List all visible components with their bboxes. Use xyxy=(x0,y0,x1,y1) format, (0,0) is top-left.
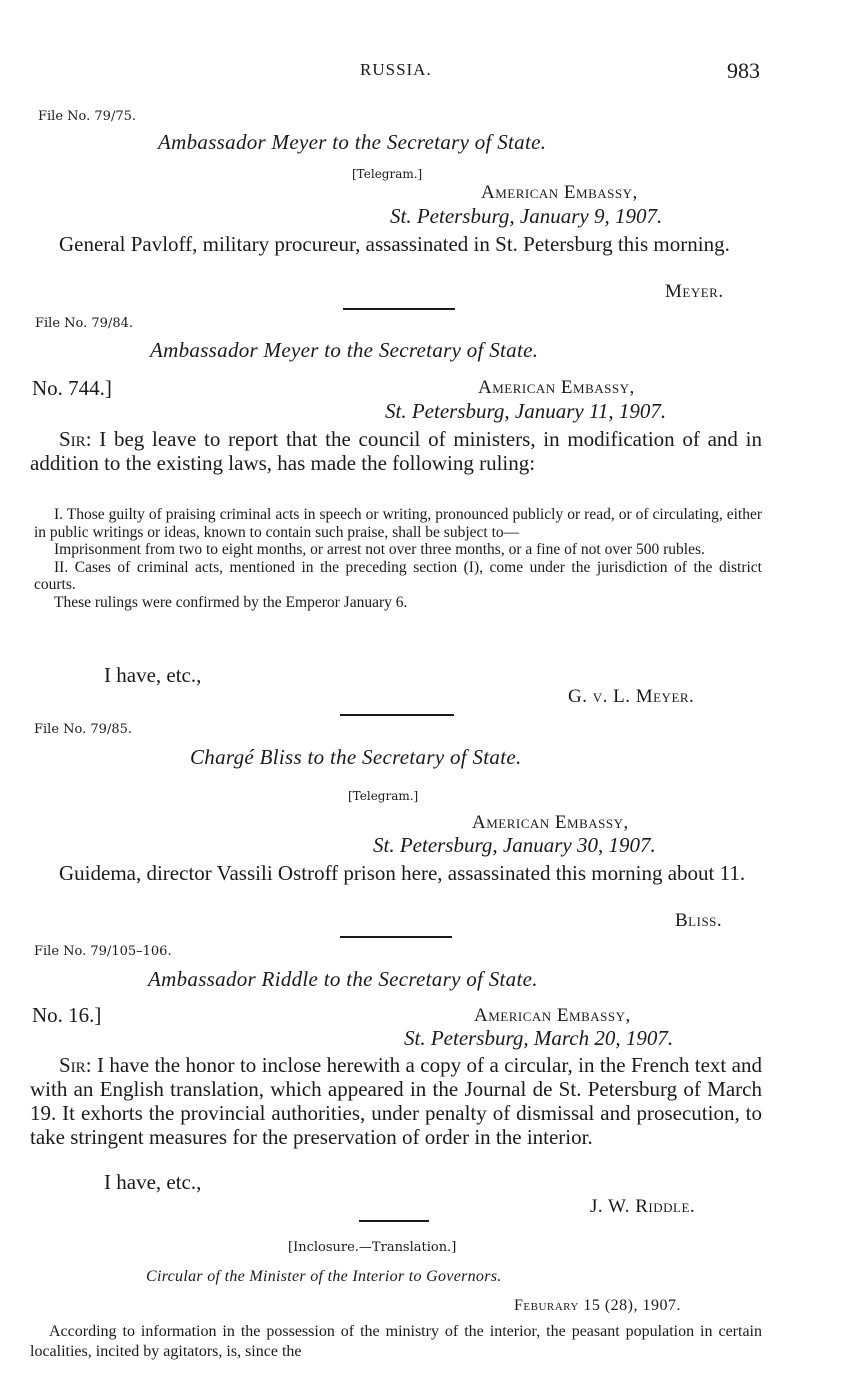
circular-title: Circular of the Minister of the Interior to Governors. xyxy=(146,1268,502,1285)
embassy-heading: American Embassy, xyxy=(481,182,638,203)
letter-body xyxy=(30,427,762,475)
signature: J. W. Riddle. xyxy=(590,1196,696,1217)
ruling-item: II. Cases of criminal acts, mentioned in the preceding section (I), come under the jurisdiction of the district courts. xyxy=(34,558,762,593)
inclosure-label: [Inclosure.—Translation.] xyxy=(288,1240,457,1255)
file-number: File No. 79/84. xyxy=(35,316,133,331)
file-number: File No. 79/105–106. xyxy=(34,944,172,959)
embassy-heading: American Embassy, xyxy=(472,812,629,833)
body-paragraph: General Pavloff, military procureur, assassinated in St. Petersburg this morning. xyxy=(59,232,730,256)
file-number: File No. 79/75. xyxy=(38,109,136,124)
closing: I have, etc., xyxy=(104,663,202,687)
dispatch-number: No. 16.] xyxy=(32,1003,102,1027)
body-paragraph: According to information in the possession of the ministry of the interior, the peasant population in certain localities, incited by agitators, is, since the xyxy=(30,1323,762,1360)
circular-body xyxy=(30,1322,762,1362)
telegram-label: [Telegram.] xyxy=(348,789,419,803)
body-text: : I beg leave to report that the council of ministers, in modification of and in addition to the existing laws, has made the following ruling: xyxy=(30,427,762,475)
letter-title: Ambassador Meyer to the Secretary of State. xyxy=(150,338,539,362)
file-number: File No. 79/85. xyxy=(34,722,132,737)
dispatch-number: No. 744.] xyxy=(32,376,112,400)
body-paragraph xyxy=(30,1053,762,1149)
ruling-text xyxy=(34,506,762,611)
embassy-heading: American Embassy, xyxy=(474,1005,631,1026)
body-paragraph: Guidema, director Vassili Ostroff prison here, assassinated this morning about 11. xyxy=(59,861,746,885)
letter-title: Ambassador Riddle to the Secretary of State. xyxy=(148,967,538,991)
closing: I have, etc., xyxy=(104,1170,202,1194)
running-title: RUSSIA. xyxy=(360,60,432,79)
place-date: St. Petersburg, January 9, 1907. xyxy=(390,204,663,228)
letter-title: Ambassador Meyer to the Secretary of State. xyxy=(158,130,547,154)
letter-body xyxy=(30,232,762,256)
signature: Meyer. xyxy=(665,281,724,302)
embassy-heading: American Embassy, xyxy=(478,377,635,398)
body-text: : I have the honor to inclose herewith a copy of a circular, in the French text and with an English translation, which appeared in the Journal de St. Petersburg of March 19. It exhorts the provincial authorities, under penalty of dismissal and prosecution, to take stringent measures for the preservation of order in the interior. xyxy=(30,1053,762,1149)
page-number: 983 xyxy=(727,58,760,83)
section-divider xyxy=(340,936,452,938)
letter-body xyxy=(30,1053,762,1149)
telegram-label: [Telegram.] xyxy=(352,167,423,181)
circular-date: Feburary 15 (28), 1907. xyxy=(514,1297,682,1314)
signature: G. v. L. Meyer. xyxy=(568,686,695,707)
ruling-item: I. Those guilty of praising criminal acts in speech or writing, pronounced publicly or read, or of circulating, either in public writings or ideas, known to contain such praise, shall be subject to— xyxy=(34,506,762,541)
salutation: Sir xyxy=(59,1053,86,1077)
section-divider xyxy=(359,1220,429,1222)
salutation: Sir xyxy=(59,427,86,451)
letter-body xyxy=(30,861,762,885)
place-date: St. Petersburg, January 11, 1907. xyxy=(385,399,667,423)
place-date: St. Petersburg, January 30, 1907. xyxy=(373,833,656,857)
place-date: St. Petersburg, March 20, 1907. xyxy=(404,1026,674,1050)
section-divider xyxy=(340,714,454,716)
ruling-item: Imprisonment from two to eight months, or arrest not over three months, or a fine of not over 500 rubles. xyxy=(54,541,705,558)
body-paragraph xyxy=(30,427,762,475)
letter-title: Chargé Bliss to the Secretary of State. xyxy=(190,745,522,769)
ruling-item: These rulings were confirmed by the Emperor January 6. xyxy=(54,593,408,611)
section-divider xyxy=(343,308,455,310)
signature: Bliss. xyxy=(675,910,723,931)
